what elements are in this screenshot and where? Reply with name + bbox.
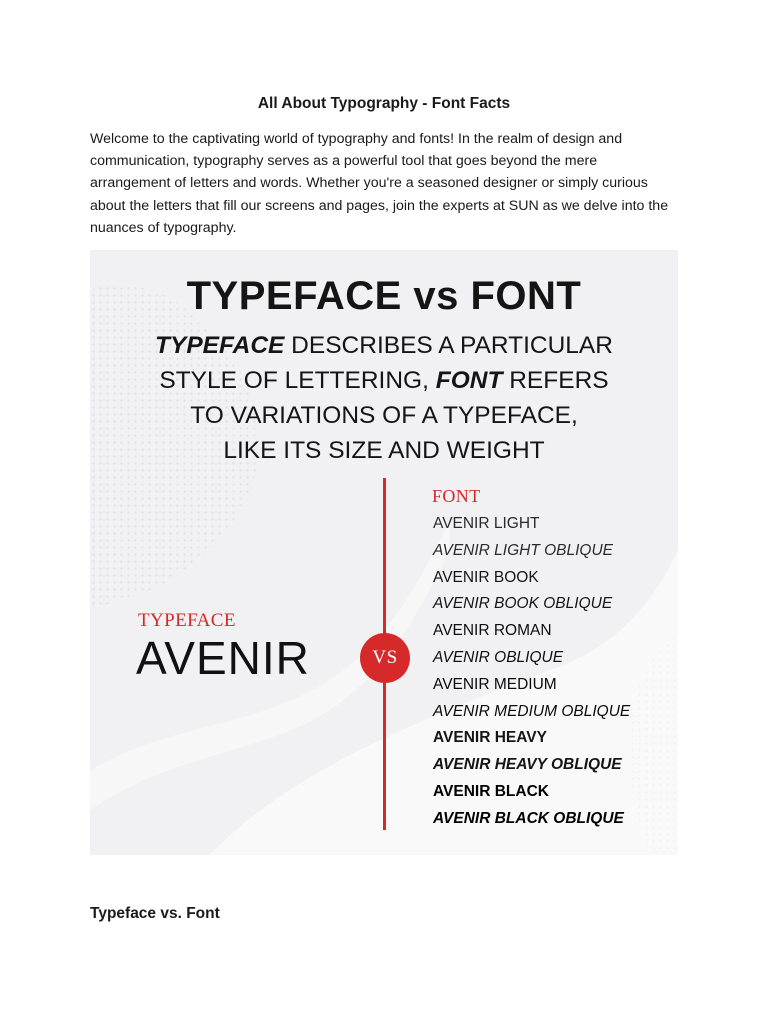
font-variant-item: AVENIR BOOK [433,568,539,586]
description-text: REFERS [502,367,609,394]
document-title: All About Typography - Font Facts [257,95,511,112]
font-variant-item: AVENIR BLACK OBLIQUE [433,809,624,827]
intro-paragraph: Welcome to the captivating world of typography and fonts! In the realm of design and communication, typography serves as a powerful tool that goes beyond the mere arrangement of letters and words. Whether you're a seasoned designer or simply curious about the letters that fill our screens and pages, join the experts at SUN as we delve into the nuances of typography. [90,131,669,236]
description-text: STYLE OF LETTERING, [159,367,436,394]
infographic-description [90,328,678,468]
description-text: LIKE ITS SIZE AND WEIGHT [223,437,545,464]
typeface-label: TYPEFACE [138,610,236,631]
font-emphasis: FONT [435,367,503,394]
font-variant-item: AVENIR ROMAN [433,622,552,640]
font-variant-item: AVENIR MEDIUM [433,675,557,693]
font-variant-item: AVENIR MEDIUM OBLIQUE [433,702,631,720]
vs-badge: VS [360,633,410,683]
section-heading: Typeface vs. Font [90,905,220,922]
typeface-emphasis: TYPEFACE [155,332,285,359]
font-variant-list [433,511,630,833]
typeface-name: AVENIR [136,632,310,684]
typeface-vs-font-infographic [90,250,678,855]
font-label: FONT [432,486,481,506]
font-variant-item: AVENIR BLACK [433,782,549,800]
description-text: DESCRIBES A PARTICULAR [284,332,613,359]
font-variant-item: AVENIR BOOK OBLIQUE [433,595,613,613]
font-variant-item: AVENIR LIGHT OBLIQUE [433,541,614,559]
description-text: TO VARIATIONS OF A TYPEFACE, [190,402,578,429]
font-variant-item: AVENIR LIGHT [433,515,540,532]
font-variant-item: AVENIR OBLIQUE [433,648,564,666]
infographic-heading: TYPEFACE vs FONT [186,274,582,318]
font-variant-item: AVENIR HEAVY OBLIQUE [433,756,622,774]
font-variant-item: AVENIR HEAVY [433,729,547,747]
